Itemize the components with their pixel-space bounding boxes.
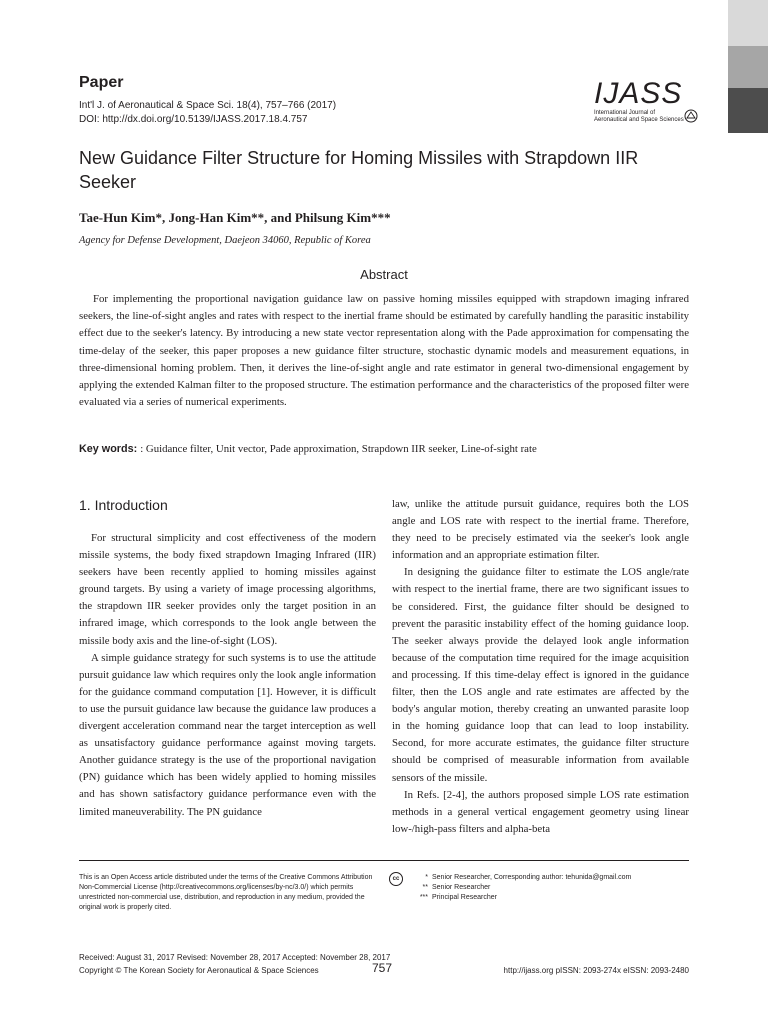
- article-title: New Guidance Filter Structure for Homing Missiles with Strapdown IIR Seeker: [79, 148, 639, 192]
- paper-type-label: Paper: [79, 74, 124, 91]
- note-mark-3: ***: [419, 894, 428, 901]
- abstract-heading: Abstract: [360, 267, 408, 282]
- copyright-line: [79, 966, 319, 975]
- author-note-2: [408, 883, 698, 893]
- copyright-prefix: Copyright: [79, 966, 116, 975]
- author-notes: [408, 873, 698, 903]
- note-text-1: Senior Researcher, Corresponding author: tehunida@gmail.com: [432, 874, 632, 881]
- section-heading-introduction: 1. Introduction: [79, 497, 168, 513]
- logo-emblem-icon: [684, 109, 698, 123]
- copyright-icon: ©: [115, 966, 122, 975]
- cc-icon: cc: [389, 872, 403, 886]
- doi-link[interactable]: DOI: http://dx.doi.org/10.5139/IJASS.2017.18.4.757: [79, 114, 308, 125]
- body-column-right: [392, 496, 689, 838]
- note-mark-1: *: [425, 874, 428, 881]
- footnote-divider: [79, 860, 689, 861]
- received-dates: Received: August 31, 2017 Revised: November 28, 2017 Accepted: November 28, 2017: [79, 953, 391, 962]
- intro-paragraph-3: law, unlike the attitude pursuit guidance, requires both the LOS angle and LOS rate with respect to the inertial frame. Therefore, they need to be precisely estimated via the seeker's look angle information and an appropriate estimation filter.: [392, 498, 689, 562]
- author-list: Tae-Hun Kim*, Jong-Han Kim**, and Philsung Kim***: [79, 210, 391, 225]
- keywords-line: [79, 443, 699, 455]
- keywords-label: Key words:: [79, 443, 141, 455]
- author-note-1: [408, 873, 698, 883]
- sidebar-bar-dark: [728, 88, 768, 133]
- logo-text: IJASS: [594, 77, 683, 110]
- journal-citation: Int'l J. of Aeronautical & Space Sci. 18(4), 757–766 (2017): [79, 100, 337, 111]
- sidebar-bar-mid: [728, 46, 768, 88]
- keywords-text: : Guidance filter, Unit vector, Pade approximation, Strapdown IIR seeker, Line-of-sight rate: [140, 443, 537, 455]
- page-number: 757: [372, 961, 393, 975]
- author-note-3: [408, 893, 698, 903]
- intro-paragraph-5: In Refs. [2-4], the authors proposed simple LOS rate estimation methods in a general vertical engagement geometry using linear low-/high-pass filters and alpha-beta: [392, 788, 689, 835]
- logo-subtitle-2: Aeronautical and Space Sciences: [594, 117, 684, 123]
- note-mark-2: **: [422, 884, 428, 891]
- intro-paragraph-1: For structural simplicity and cost effectiveness of the modern missile systems, the body fixed strapdown Imaging Infrared (IIR) seekers have been recently applied to homing missiles against ground targets. By using a variety of image processing algorithms, the strapdown IIR seeker provides only the target position in an infrared image, which corresponds to the look angle between the missile body axis and the line-of-sight (LOS).: [79, 532, 376, 647]
- issn-info: http://ijass.org pISSN: 2093-274x eISSN: 2093-2480: [503, 966, 689, 975]
- logo-subtitle-1: International Journal of: [594, 110, 656, 116]
- abstract-body: [79, 291, 689, 411]
- copyright-text: The Korean Society for Aeronautical & Space Sciences: [121, 966, 319, 975]
- journal-logo: [594, 78, 704, 134]
- license-footnote: This is an Open Access article distributed under the terms of the Creative Commons Attribution Non-Commercial License (http://creativecommons.org/licenses/by-nc/3.0/) which permits unrestricted non-commercial use, distribution, and reproduction in any medium, provided the original work is properly cited.: [79, 874, 373, 911]
- body-column-left: [79, 530, 376, 821]
- intro-paragraph-2: A simple guidance strategy for such systems is to use the attitude pursuit guidance law which requires only the look angle information for the guidance command computation [1]. However, it is difficult to use the pursuit guidance law because the guidance law produces a divergent acceleration command near the target interception as well as unsatisfactory guidance performance against moving targets. Another guidance strategy is the use of the proportional navigation (PN) guidance which has been widely applied to homing missiles and has shown satisfactory guidance performance even with the limited maneuverability. The PN guidance: [79, 651, 376, 818]
- affiliation: Agency for Defense Development, Daejeon 34060, Republic of Korea: [79, 235, 371, 246]
- note-text-2: Senior Researcher: [432, 884, 491, 891]
- sidebar-bar-light: [728, 0, 768, 46]
- note-text-3: Principal Researcher: [432, 894, 497, 901]
- abstract-text: For implementing the proportional navigation guidance law on passive homing missiles equipped with strapdown imaging infrared seekers, the line-of-sight angles and rates with respect to the inertial frame should be estimated by carefully handling the parasitic instability effect due to the seeker's latency. By introducing a new state vector representation along with the Pade approximation for compensating the time-delay of the seeker, this paper proposes a new guidance filter structure, stochastic dynamic models and measurement equations, in three-dimensional homing problem. Then, it derives the line-of-sight angle and rate estimator in general two-dimensional engagement by applying the extended Kalman filter to the proposed structure. The estimation performance and the characteristics of the proposed filter were evaluated via a series of numerical experiments.: [79, 293, 689, 409]
- intro-paragraph-4: In designing the guidance filter to estimate the LOS angle/rate with respect to the inertial frame, there are two significant issues to be considered. First, the guidance filter should be designed to prevent the parasitic instability effect of the homing guidance loop. The seeker always provide the delayed look angle information because of the computation time required for the image acquisition and processing. If this time-delay effect is ignored in the guidance filter, then the LOS angle and rate estimates are affected by the body's angular motion, thereby creating an unwanted parasite loop in the homing guidance loop that can lead to loop instability. Second, for more accurate estimates, the guidance filter structure should be comprised of measurable information from available sensors of the missile.: [392, 566, 689, 784]
